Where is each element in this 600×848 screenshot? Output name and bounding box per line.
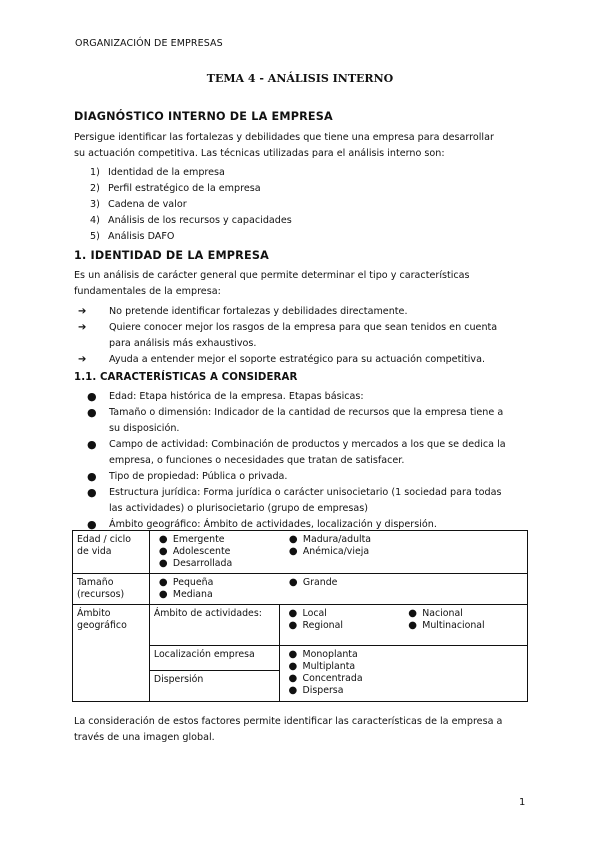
arrow-icon: ➔ xyxy=(78,322,87,333)
text-line: empresa, o funciones o necesidades que tratan de satisfacer. xyxy=(109,455,405,466)
list-item xyxy=(90,165,292,181)
list-item xyxy=(284,534,523,546)
text-line: Es un análisis de carácter general que permite determinar el tipo y características xyxy=(74,270,470,281)
text-line: su actuación competitiva. Las técnicas utilizadas para el análisis interno son: xyxy=(74,148,445,159)
bullet-item xyxy=(86,469,533,485)
item-text: Pequeña xyxy=(172,577,214,588)
item-number: 1) xyxy=(90,167,100,178)
arrow-icon: ➔ xyxy=(78,306,87,317)
table-row-ambito xyxy=(73,605,528,646)
item-text: Cadena de valor xyxy=(108,199,187,210)
bullet-item xyxy=(86,389,533,405)
text-line: Quiere conocer mejor los rasgos de la empresa para que sean tenidos en cuenta xyxy=(109,322,498,333)
list-item xyxy=(90,181,292,197)
bullet-icon: ● xyxy=(288,661,298,672)
item-text: Madura/adulta xyxy=(302,534,372,545)
actividades-values xyxy=(279,605,527,646)
bullet-icon: ● xyxy=(288,577,298,588)
bullet-icon: ● xyxy=(87,518,97,531)
bullet-icon: ● xyxy=(408,608,417,619)
list-item xyxy=(284,661,523,673)
identidad-intro xyxy=(74,268,534,300)
item-number: 4) xyxy=(90,215,100,226)
bullet-icon: ● xyxy=(87,438,97,451)
item-text: Análisis de los recursos y capacidades xyxy=(108,215,292,226)
subsection-heading-caracteristicas: 1.1. CARACTERÍSTICAS A CONSIDERAR xyxy=(74,372,298,383)
bullet-icon: ● xyxy=(288,534,298,545)
bullet-icon: ● xyxy=(87,390,97,403)
item-text: Anémica/vieja xyxy=(302,546,370,557)
item-text: Grande xyxy=(302,577,338,588)
bullet-icon: ● xyxy=(288,649,298,660)
text-line: No pretende identificar fortalezas y debilidades directamente. xyxy=(109,306,408,317)
diagnostico-intro xyxy=(74,130,534,162)
list-item xyxy=(90,197,292,213)
section-heading-identidad: 1. IDENTIDAD DE LA EMPRESA xyxy=(74,249,269,262)
table-row-tamano xyxy=(73,574,528,605)
item-number: 3) xyxy=(90,199,100,210)
list-item xyxy=(284,685,523,697)
list-item xyxy=(403,608,523,620)
sub-label: Dispersión xyxy=(149,671,279,702)
list-item xyxy=(154,558,284,570)
bullet-item xyxy=(86,437,533,469)
text-line: Campo de actividad: Combinación de productos y mercados a los que se dedica la xyxy=(109,439,506,450)
arrow-icon: ➔ xyxy=(78,354,87,365)
text-line: para análisis más exhaustivos. xyxy=(109,338,257,349)
bullet-icon: ● xyxy=(87,486,97,499)
bullet-icon: ● xyxy=(408,620,417,631)
list-item xyxy=(154,546,284,558)
text-line: Ayuda a entender mejor el soporte estratégico para su actuación competitiva. xyxy=(109,354,486,365)
text-line: través de una imagen global. xyxy=(74,732,215,743)
item-text: Multinacional xyxy=(422,620,485,631)
list-item xyxy=(284,608,404,620)
text-line: Tipo de propiedad: Pública o privada. xyxy=(109,471,288,482)
text-line: Estructura jurídica: Forma jurídica o carácter unisocietario (1 sociedad para todas xyxy=(109,487,502,498)
arrow-item xyxy=(78,320,533,352)
bullet-icon: ● xyxy=(158,546,168,557)
tamano-values xyxy=(149,574,527,605)
bullet-icon: ● xyxy=(87,470,97,483)
item-text: Concentrada xyxy=(302,673,363,684)
item-text: Emergente xyxy=(172,534,225,545)
bullet-icon: ● xyxy=(288,620,298,631)
localizacion-values xyxy=(279,646,527,702)
bullet-icon: ● xyxy=(158,558,168,569)
text-line: las actividades) o plurisocietario (grupo de empresas) xyxy=(109,503,369,514)
label-line: (recursos) xyxy=(77,589,125,600)
characteristics-table xyxy=(72,530,528,702)
sub-label: Localización empresa xyxy=(149,646,279,671)
item-text: Dispersa xyxy=(302,685,344,696)
page-title: TEMA 4 - ANÁLISIS INTERNO xyxy=(206,72,394,85)
list-item xyxy=(284,673,523,685)
bullet-icon: ● xyxy=(158,577,168,588)
text-line: su disposición. xyxy=(109,423,180,434)
item-text: Adolescente xyxy=(172,546,231,557)
list-item xyxy=(154,534,284,546)
page-number: 1 xyxy=(519,797,526,808)
identidad-arrow-list xyxy=(78,304,533,368)
text-line: La consideración de estos factores permite identificar las características de la empresa a xyxy=(74,716,503,727)
bullet-icon: ● xyxy=(288,673,298,684)
running-header: ORGANIZACIÓN DE EMPRESAS xyxy=(75,38,223,49)
item-text: Perfil estratégico de la empresa xyxy=(108,183,261,194)
row-label xyxy=(73,574,150,605)
conclusion-paragraph xyxy=(74,714,534,746)
text-line: Tamaño o dimensión: Indicador de la cantidad de recursos que la empresa tiene a xyxy=(109,407,504,418)
bullet-item xyxy=(86,405,533,437)
bullet-icon: ● xyxy=(288,685,298,696)
list-item xyxy=(284,620,404,632)
bullet-icon: ● xyxy=(87,406,97,419)
list-item xyxy=(284,577,523,589)
section-heading-diagnostico: DIAGNÓSTICO INTERNO DE LA EMPRESA xyxy=(74,110,333,123)
label-line: Ámbito xyxy=(77,608,111,619)
bullet-icon: ● xyxy=(158,589,168,600)
label-line: geográfico xyxy=(77,620,127,631)
list-item xyxy=(90,229,292,245)
list-item xyxy=(403,620,523,632)
bullet-icon: ● xyxy=(288,608,298,619)
text-line: Edad: Etapa histórica de la empresa. Etapas básicas: xyxy=(109,391,364,402)
item-text: Multiplanta xyxy=(302,661,356,672)
list-item xyxy=(284,546,523,558)
item-text: Local xyxy=(302,608,327,619)
row-label xyxy=(73,605,150,702)
bullet-icon: ● xyxy=(288,546,298,557)
item-text: Mediana xyxy=(172,589,213,600)
bullet-icon: ● xyxy=(158,534,168,545)
text-line: fundamentales de la empresa: xyxy=(74,286,221,297)
item-text: Monoplanta xyxy=(302,649,358,660)
item-number: 5) xyxy=(90,231,100,242)
item-number: 2) xyxy=(90,183,100,194)
row-label: Edad / ciclo de vida xyxy=(73,531,150,574)
list-item xyxy=(154,577,284,589)
text-line: Persigue identificar las fortalezas y debilidades que tiene una empresa para desarrollar xyxy=(74,132,494,143)
techniques-list xyxy=(90,165,292,245)
text-line: Ámbito geográfico: Ámbito de actividades, localización y dispersión. xyxy=(109,519,437,530)
item-text: Desarrollada xyxy=(172,558,233,569)
label-line: Tamaño xyxy=(77,577,114,588)
table-row-edad xyxy=(73,531,528,574)
list-item xyxy=(90,213,292,229)
list-item xyxy=(284,649,523,661)
arrow-item xyxy=(78,304,533,320)
caracteristicas-list xyxy=(86,389,533,533)
list-item xyxy=(154,589,284,601)
item-text: Nacional xyxy=(422,608,463,619)
item-text: Regional xyxy=(302,620,343,631)
bullet-item xyxy=(86,485,533,517)
arrow-item xyxy=(78,352,533,368)
item-text: Identidad de la empresa xyxy=(108,167,225,178)
item-text: Análisis DAFO xyxy=(108,231,175,242)
sub-label: Ámbito de actividades: xyxy=(149,605,279,646)
edad-values xyxy=(149,531,527,574)
